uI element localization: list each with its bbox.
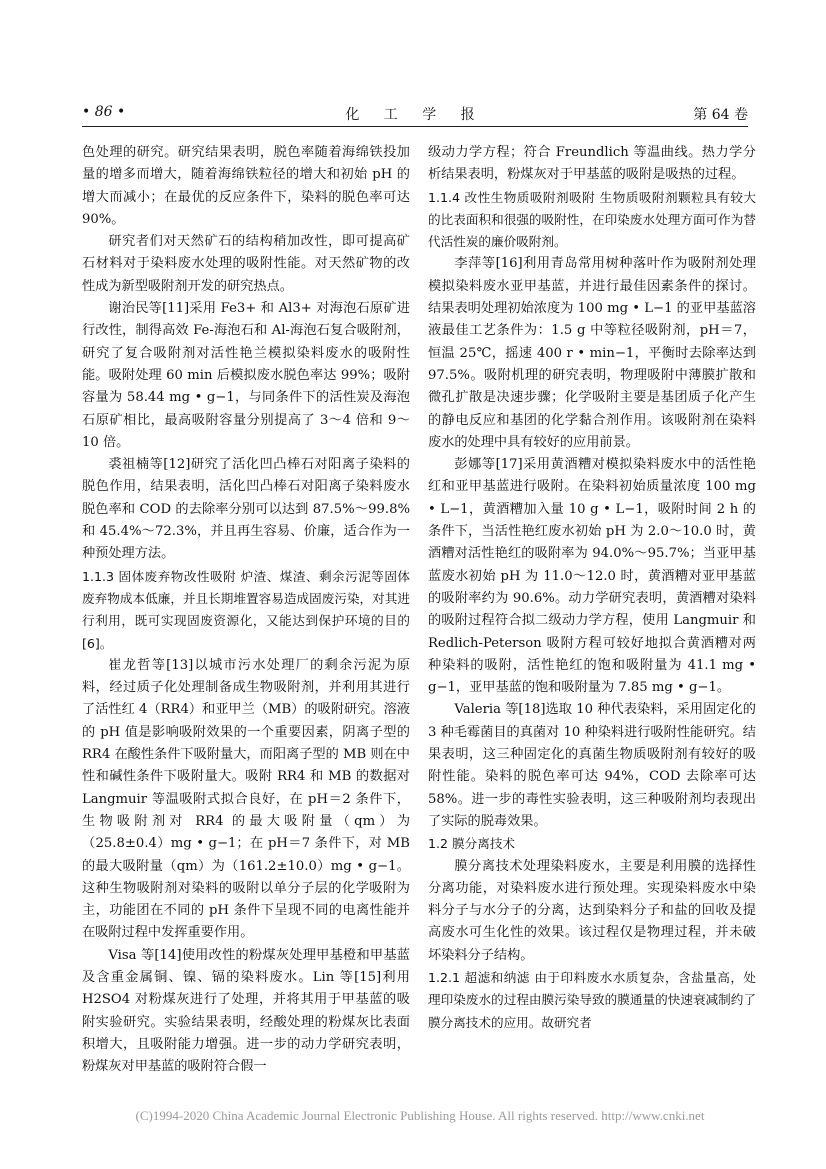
paragraph: 膜分离技术处理染料废水，主要是利用膜的选择性分离功能，对染料废水进行预处理。实现染料废水中染料分子与水分子的分离，达到染料分子和盐的回收及提高废水可生化性的效果。该过程仅是物理过程，并未破坏染料分子结构。 — [428, 858, 756, 963]
paragraph: 谢治民等[11]采用 Fe3+ 和 Al3+ 对海泡石原矿进行改性，制得高效 Fe-海泡石和 Al-海泡石复合吸附剂，研究了复合吸附剂对活性艳兰模拟染料废水的吸附性能。吸附处理 60 min 后模拟废水脱色率达 99%；吸附容量为 58.44 mg • g−1，与同条件下的活性炭及海泡石原矿相比，最高吸附容量分别提高了 3～4 倍和 9～10 倍。 — [82, 301, 410, 450]
paragraph: 崔龙哲等[13]以城市污水处理厂的剩余污泥为原料，经过质子化处理制备成生物吸附剂，并利用其进行了活性红 4（RR4）和亚甲兰（MB）的吸附研究。溶液的 pH 值是影响吸附效果的一个重要因素，阴离子型的 RR4 在酸性条件下吸附量大，而阳离子型的 MB 则在中性和碱性条件下吸附量大。吸附 RR4 和 MB 的数据对 Langmuir 等温吸附式拟合良好，在 pH＝2 条件下，生物吸附剂对 RR4 的最大吸附量（qm）为（25.8±0.4）mg • g−1；在 pH＝7 条件下，对 MB 的最大吸附量（qm）为（161.2±10.0）mg • g−1。这种生物吸附剂对染料的吸附以单分子层的化学吸附为主，功能团在不同的 pH 条件下呈现不同的电离性能并在吸附过程中发挥重要作用。 — [82, 657, 410, 941]
paragraph: 级动力学方程；符合 Freundlich 等温曲线。热力学分析结果表明，粉煤灰对于甲基蓝的吸附是吸热的过程。 — [428, 145, 756, 183]
page-number: • 86 • — [82, 104, 126, 120]
subsection-paragraph: 1.1.4 改性生物质吸附剂吸附 生物质吸附剂颗粒具有较大的比表面积和很强的吸附性，在印染废水处理方面可作为替代活性炭的廉价吸附剂。 — [428, 189, 756, 250]
subsection-paragraph: 1.2.1 超滤和纳滤 由于印料废水水质复杂，含盐量高，处理印染废水的过程由膜污染导致的膜通量的快速衰减制约了膜分离技术的应用。故研究者 — [428, 969, 756, 1030]
volume-label: 第 64 卷 — [693, 107, 748, 123]
paragraph: 裘祖楠等[12]研究了活化凹凸棒石对阳离子染料的脱色作用，结果表明，活化凹凸棒石对阳离子染料废水脱色率和 COD 的去除率分别可以达到 87.5%～99.8%和 45.4%～72.3%，并且再生容易、价廉，适合作为一种预处理方法。 — [82, 457, 410, 562]
paragraph: 色处理的研究。研究结果表明，脱色率随着海绵铁投加量的增多而增大，随着海绵铁粒径的增大和初始 pH 的增大而减小；在最优的反应条件下，染料的脱色率可达 90%。 — [82, 145, 410, 227]
paragraph: 李萍等[16]利用青岛常用树种落叶作为吸附剂处理模拟染料废水亚甲基蓝，并进行最佳因素条件的探讨。结果表明处理初始浓度为 100 mg • L−1 的亚甲基蓝溶液最佳工艺条件为：1.5 g 中等粒径吸附剂，pH＝7，恒温 25℃，摇速 400 r • min−1，平衡时去除率达到 97.5%。吸附机理的研究表明，物理吸附中薄膜扩散和微孔扩散是决速步骤；化学吸附主要是基团质子化产生的静电反应和基团的化学黏合剂作用。该吸附剂在染料废水的处理中具有较好的应用前景。 — [428, 256, 756, 450]
journal-title: 化 工 学 报 — [345, 107, 485, 123]
subsection-paragraph: 1.1.3 固体废弃物改性吸附 炉渣、煤渣、剩余污泥等固体废弃物成本低廉，并且长期堆置容易造成固废污染，对其进行利用，既可实现固废资源化，又能达到保护环境的目的[6]。 — [82, 568, 410, 651]
paragraph: Valeria 等[18]选取 10 种代表染料，采用固定化的 3 种毛霉菌目的真菌对 10 种染料进行吸附性能研究。结果表明，这三种固定化的真菌生物质吸附剂有较好的吸附性能。染料的脱色率可达 94%，COD 去除率可达 58%。进一步的毒性实验表明，这三种吸附剂均表现出了实际的脱毒效果。 — [428, 702, 756, 829]
paragraph: 研究者们对天然矿石的结构稍加改性，即可提高矿石材料对于染料废水处理的吸附性能。对天然矿物的改性成为新型吸附剂开发的研究热点。 — [82, 234, 410, 294]
running-header — [82, 104, 748, 124]
right-column — [428, 142, 756, 1034]
copyright-watermark: (C)1994-2020 China Academic Journal Electronic Publishing House. All rights reserved. http://www.cnki.net — [135, 1108, 705, 1123]
paragraph: Visa 等[14]使用改性的粉煤灰处理甲基橙和甲基蓝及含重金属铜、镍、镉的染料废水。Lin 等[15]利用 H2SO4 对粉煤灰进行了处理，并将其用于甲基蓝的吸附实验研究。实验结果表明，经酸处理的粉煤灰比表面积增大，且吸附能力增强。进一步的动力学研究表明，粉煤灰对甲基蓝的吸附符合假一 — [82, 947, 410, 1075]
header-rule — [82, 126, 748, 127]
section-heading: 1.2 膜分离技术 — [428, 836, 516, 852]
paragraph: 彭娜等[17]采用黄酒糟对模拟染料废水中的活性艳红和亚甲基蓝进行吸附。在染料初始质量浓度 100 mg • L−1，黄酒糟加入量 10 g • L−1，吸附时间 2 h 的条件下，当活性艳红废水初始 pH 为 2.0～10.0 时，黄酒糟对活性艳红的吸附率为 94.0%～95.7%；当亚甲基蓝废水初始 pH 为 11.0～12.0 时，黄酒糟对亚甲基蓝的吸附率约为 90.6%。动力学研究表明，黄酒糟对染料的吸附过程符合拟二级动力学方程，使用 Langmuir 和 Redlich-Peterson 吸附方程可较好地拟合黄酒糟对两种染料的吸附，活性艳红的饱和吸附量为 41.1 mg • g−1，亚甲基蓝的饱和吸附量为 7.85 mg • g−1。 — [428, 457, 756, 696]
left-column — [82, 142, 410, 1078]
